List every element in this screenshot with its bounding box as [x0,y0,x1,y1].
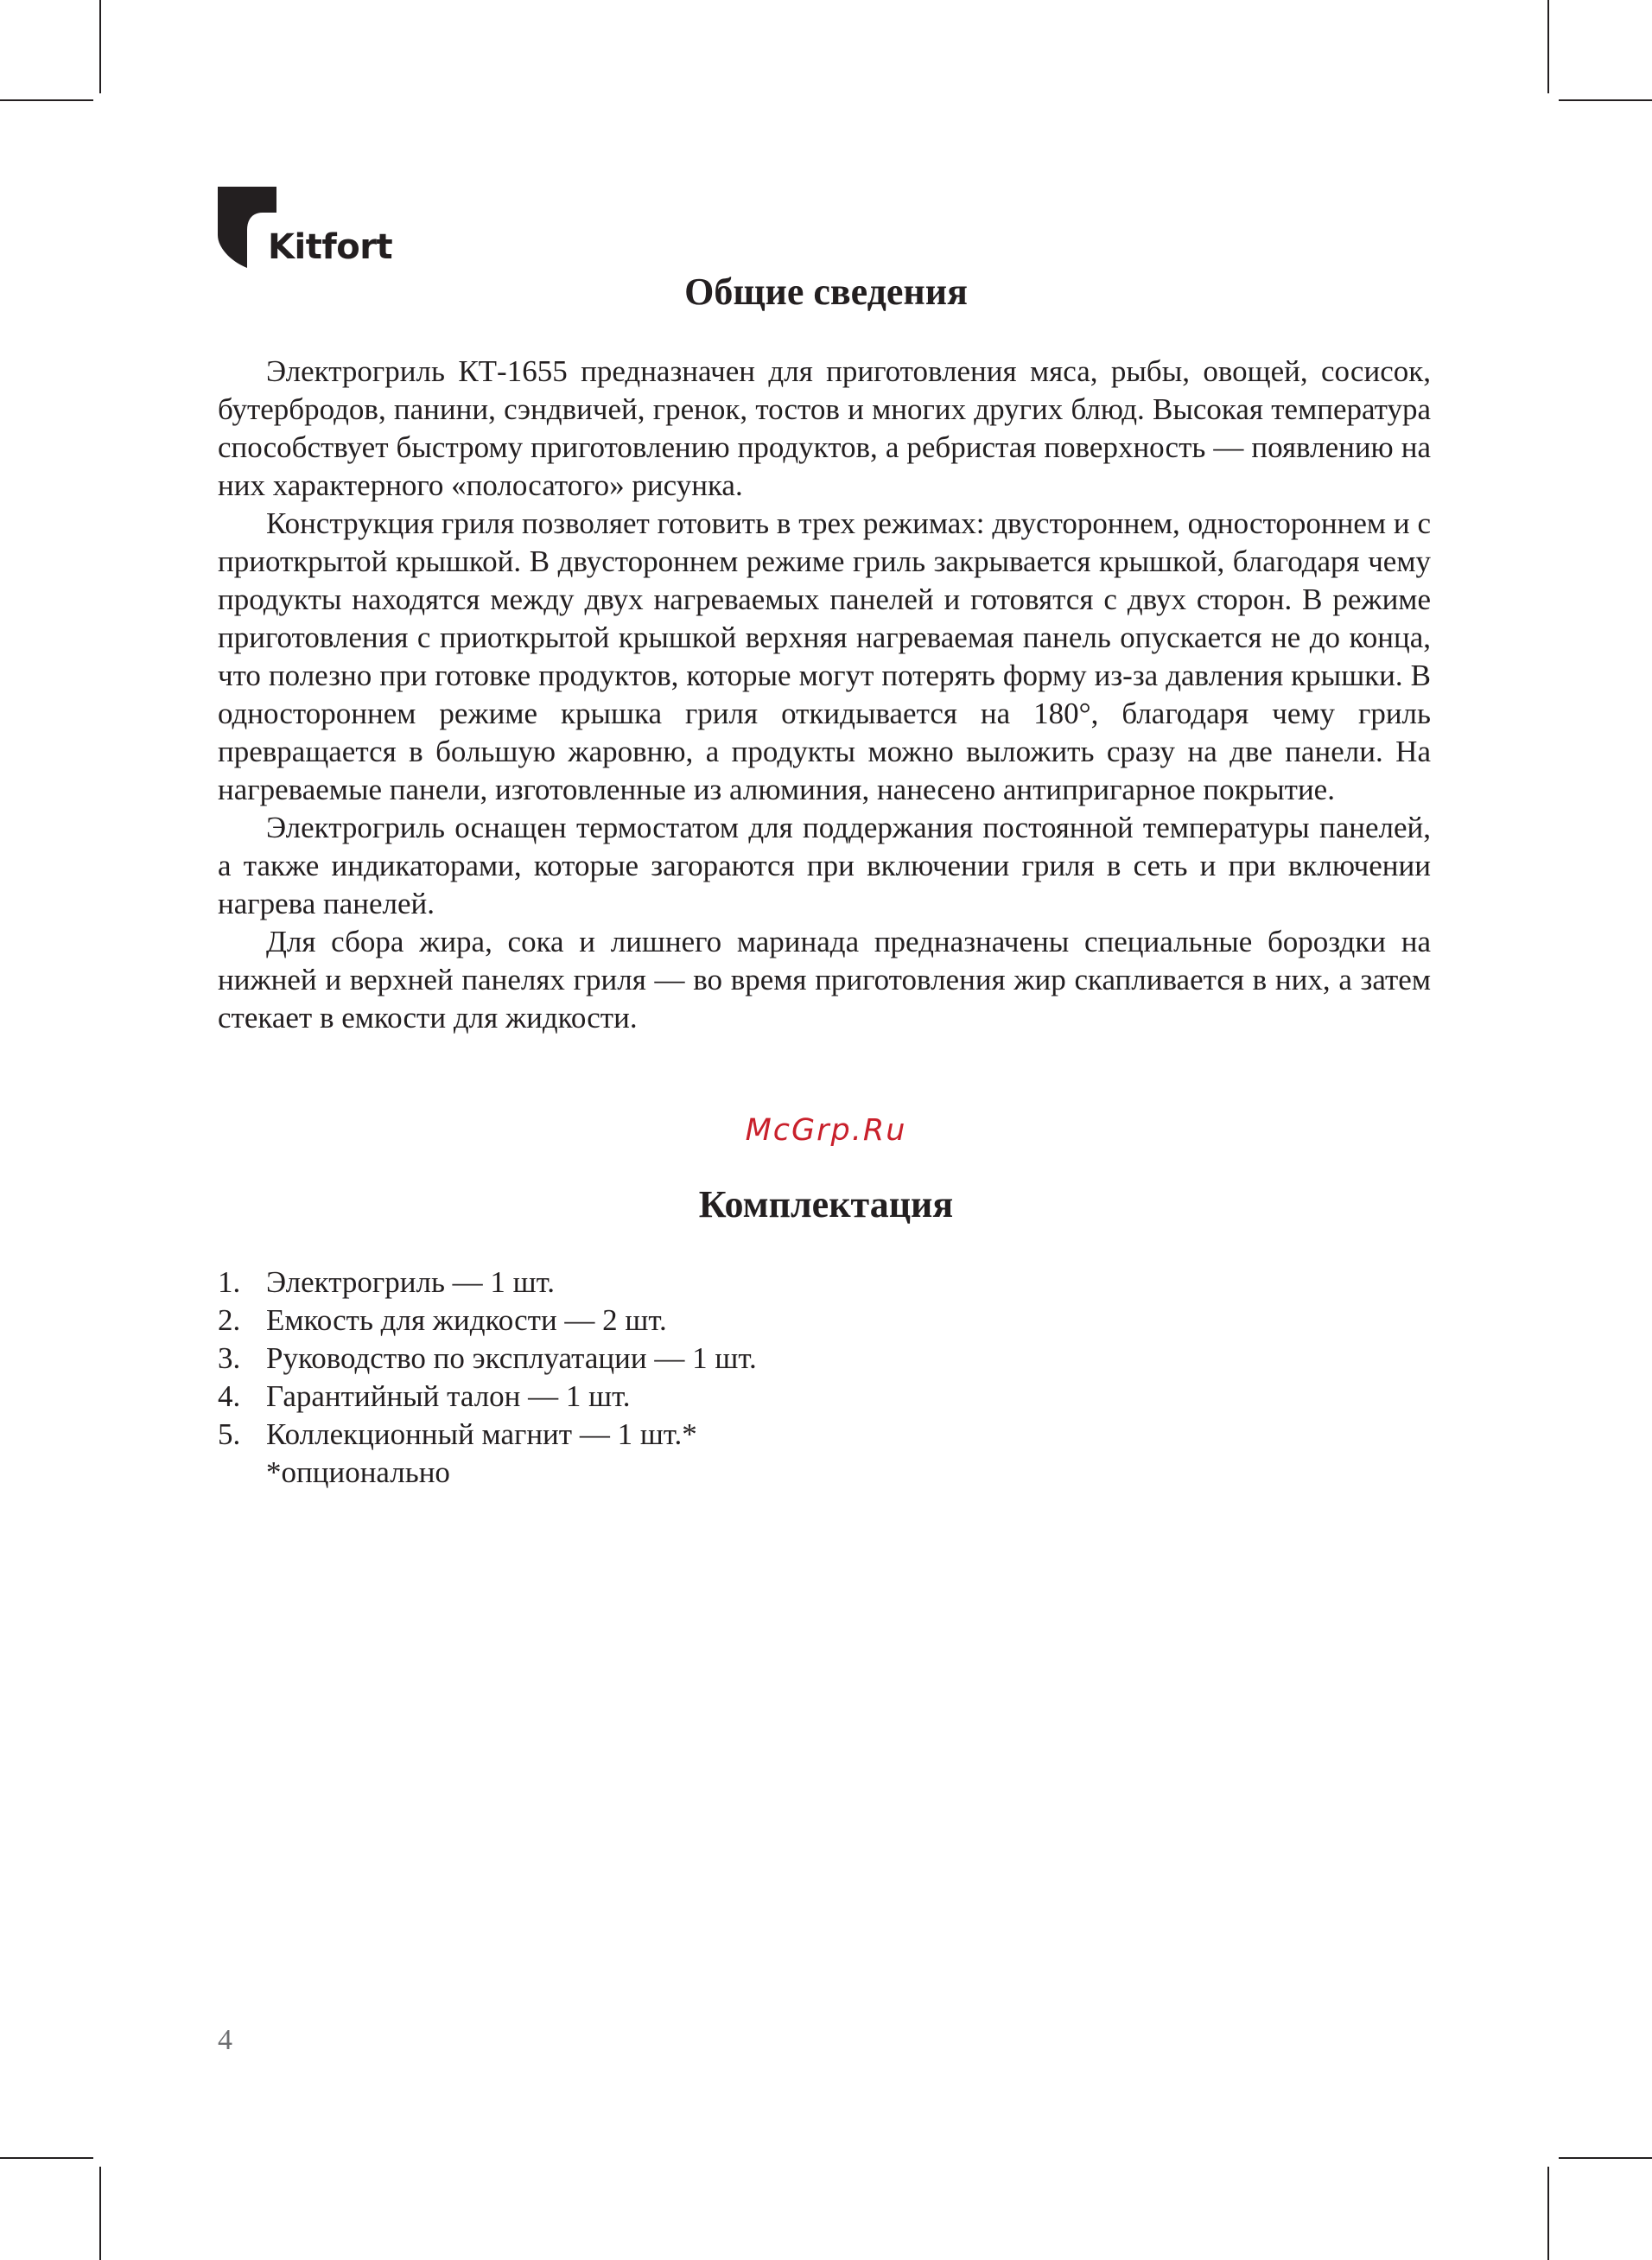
kitfort-logo [218,187,391,273]
crop-mark [0,99,93,101]
list-item-number: 3. [218,1341,241,1375]
crop-mark [1547,0,1549,93]
list-item-number: 1. [218,1265,241,1299]
paragraph: Электрогриль оснащен термостатом для поддержания постоянной температуры панелей, а также индикаторами, которые загораются при включении гриля в сеть и при включении нагрева панелей. [218,811,1431,920]
list-item [218,1302,1341,1340]
page-number: 4 [218,2024,232,2056]
crop-mark [1559,2157,1652,2159]
paragraph: Для сбора жира, сока и лишнего маринада предназначены специальные бороздки на нижней и верхней панелях гриля — во время приготовления жир скапливается в них, а затем стекает в емкости для жидкости. [218,925,1431,1035]
list-item-text: Электрогриль — 1 шт. [266,1265,556,1299]
crop-mark [99,2167,101,2260]
watermark-link[interactable]: McGrp.Ru [745,1113,907,1148]
crop-mark [0,2157,93,2159]
list-item-text: Емкость для жидкости — 2 шт. [266,1303,667,1337]
crop-mark [99,0,101,93]
list-item [218,1416,1341,1454]
crop-mark [1547,2167,1549,2260]
crop-mark [1559,99,1652,101]
footnote: *опционально [266,1455,450,1489]
contents-list [218,1264,1341,1454]
logo-wordmark: Kitfort [268,227,393,267]
paragraph: Конструкция гриля позволяет готовить в трех режимах: двустороннем, одностороннем и с приоткрытой крышкой. В двустороннем режиме гриль закрывается крышкой, благодаря чему продукты находятся между двух нагреваемых панелей и готовятся с двух сторон. В режиме приготовления с приоткрытой крышкой верхняя нагреваемая панель опускается не до конца, что полезно при готовке продуктов, которые могут потерять форму из-за давления крышки. В одностороннем режиме крышка гриля откидывается на 180°, благодаря чему гриль превращается в большую жаровню, а продукты можно выложить сразу на две панели. На нагреваемые панели, изготовленные из алюминия, нанесено антипригарное покрытие. [218,506,1431,806]
list-item-number: 2. [218,1303,241,1337]
list-item-number: 5. [218,1417,241,1451]
list-item-number: 4. [218,1379,241,1413]
list-item [218,1264,1341,1302]
section-title-contents: Комплектация [698,1183,954,1225]
section-title-general: Общие сведения [684,271,968,313]
list-item-text: Гарантийный талон — 1 шт. [266,1379,631,1413]
paragraph: Электрогриль КТ-1655 предназначен для приготовления мяса, рыбы, овощей, сосисок, бутербродов, панини, сэндвичей, гренок, тостов и многих других блюд. Высокая температура способствует быстрому приготовлению продуктов, а ребристая поверхность — появлению на них характерного «полосатого» рисунка. [218,354,1431,502]
list-item [218,1378,1341,1416]
list-item [218,1340,1341,1378]
list-item-text: Руководство по эксплуатации — 1 шт. [266,1341,757,1375]
list-item-text: Коллекционный магнит — 1 шт.* [266,1417,697,1451]
general-body [218,353,1431,1037]
